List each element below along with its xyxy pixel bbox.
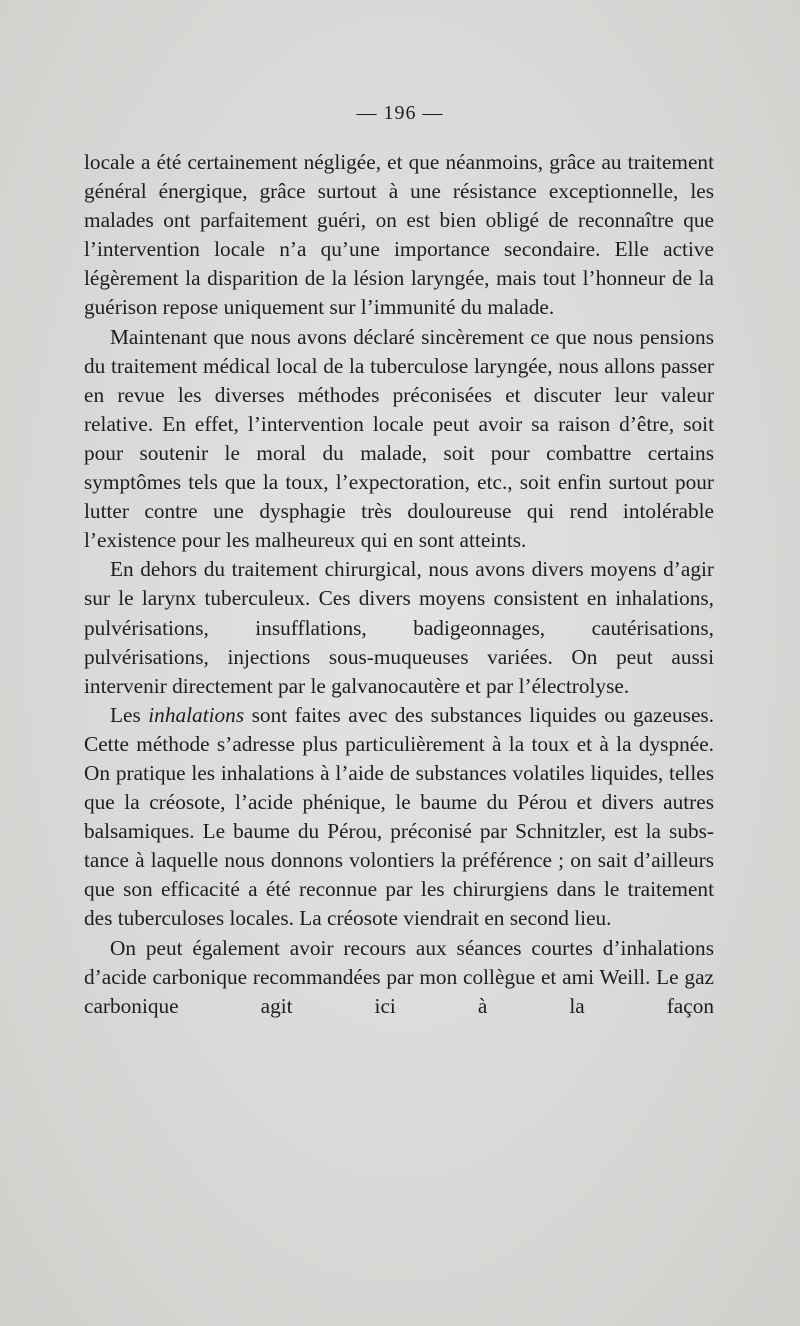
paragraph-1: locale a été certainement négligée, et que néanmoins, grâce au traitement général énergique, grâce surtout à une résistance exceptionnelle, les malades ont parfaitement guéri, on est bien obligé de reconnaître que l’intervention locale n’a qu’une importance secondaire. Elle active légèrement la disparition de la lésion laryngée, mais tout l’honneur de la guérison repose uniquement sur l’immunité du malade.	[84, 150, 714, 320]
paragraph-4-emphasis: inhalations	[148, 702, 245, 727]
paragraph-5: On peut également avoir recours aux séances courtes d’inhalations d’acide carbonique recommandées par mon collègue et ami Weill. Le gaz carbonique agit ici à la façon	[84, 935, 714, 1018]
paragraph-3: En dehors du traitement chirurgical, nous avons divers moyens d’agir sur le larynx tuberculeux. Ces divers moyens consistent en inhalations, pulvérisations, insufflations, badigeonnages, cautérisations, pulvérisations, injections sous-muqueuses variées. On peut aussi intervenir directement par le galvanocautère et par l’électrolyse.	[84, 557, 714, 698]
body-text	[84, 148, 714, 1021]
paragraph-4-text: sont faites avec des substances liquides ou gazeuses. Cette méthode s’adresse plus particulièrement à la toux et à la dyspnée. On pratique les inhalations à l’aide de substances volatiles liquides, telles que la créosote, l’acide phénique, le baume du Pérou et divers autres balsamiques. Le baume du Pérou, préconisé par Schnitzler, est la substance à laquelle nous donnons volontiers la préférence ; on sait d’ailleurs que son efficacité a été reconnue par les chirurgiens dans le traitement des tuberculoses locales. La créosote viendrait en second lieu.	[84, 702, 715, 931]
paragraph-2: Maintenant que nous avons déclaré sincèrement ce que nous pensions du traitement médical local de la tuberculose laryngée, nous allons passer en revue les diverses méthodes préconisées et discuter leur valeur relative. En effet, l’intervention locale peut avoir sa raison d’être, soit pour soutenir le moral du malade, soit pour combattre certains symptômes tels que la toux, l’expectoration, etc., soit enfin surtout pour lutter contre une dysphagie très douloureuse qui rend intolérable l’existence pour les malheureux qui en sont atteints.	[84, 324, 714, 553]
paragraph-4	[84, 701, 714, 934]
page-number: — 196 —	[356, 102, 444, 124]
paragraph-4-lead: Les	[110, 702, 149, 727]
